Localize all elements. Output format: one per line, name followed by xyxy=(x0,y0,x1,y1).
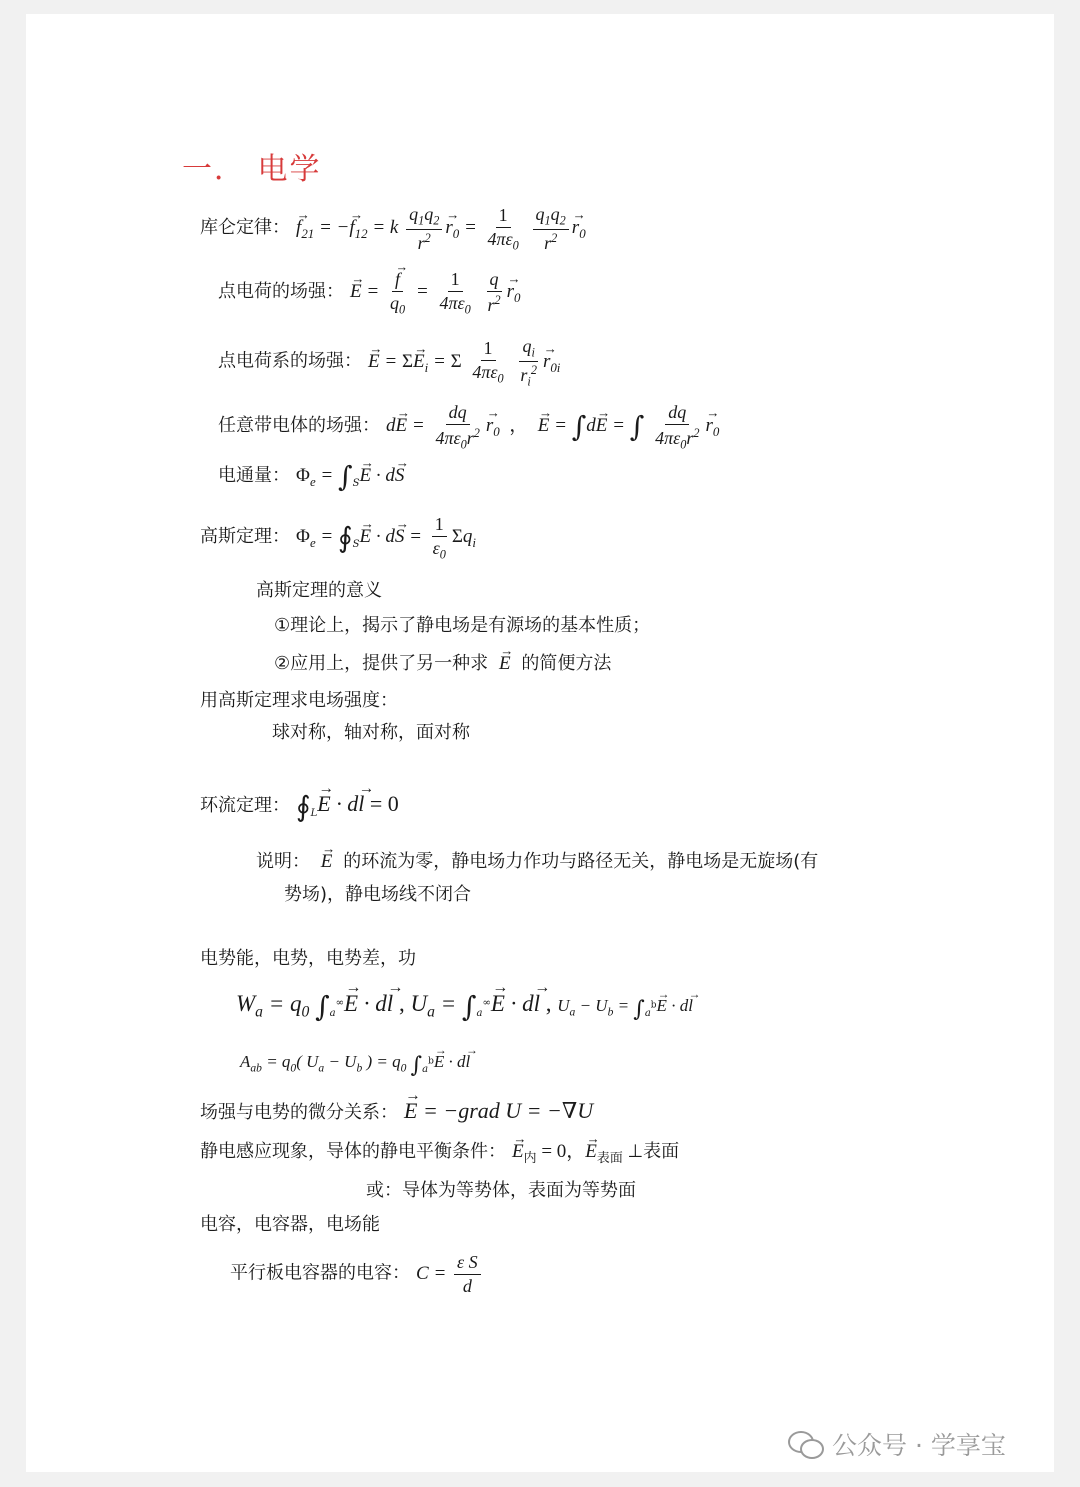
circulation-theorem xyxy=(200,790,399,824)
arbitrary-field-label: 任意带电体的场强： xyxy=(218,415,380,437)
gauss-label: 高斯定理： xyxy=(200,526,290,548)
potential-difference-formula: $U_a - U_b = \int a^b\to E \cdot d\to l$ xyxy=(557,996,693,1015)
point-charge-field xyxy=(218,269,520,316)
system-field-label: 点电荷系的场强： xyxy=(218,350,362,372)
induction-alternative: 或：导体为等势体，表面为等势面 xyxy=(366,1180,636,1201)
flux-formula: $\Phi_e = \int S\to E \cdot d\to S$ xyxy=(296,465,404,486)
potential-formulas xyxy=(236,990,693,1024)
gauss-meaning-item2 xyxy=(274,652,611,676)
circulation-note-text: 的环流为零，静电场力作功与路径无关，静电场是无旋场(有 xyxy=(343,851,819,872)
point-field-label: 点电荷的场强： xyxy=(218,281,344,303)
electric-flux xyxy=(218,460,404,494)
perpendicular-surface: ⊥表面 xyxy=(627,1141,680,1162)
flux-label: 电通量： xyxy=(218,465,290,486)
gauss-meaning-heading: 高斯定理的意义 xyxy=(256,580,382,601)
induction-label: 静电感应现象，导体的静电平衡条件： xyxy=(200,1141,506,1162)
watermark-text: 公众号 · 学享宝 xyxy=(832,1431,1006,1460)
gauss-item2-suffix: 的简便方法 xyxy=(521,653,612,674)
gauss-item2-prefix: ②应用上，提供了另一种求 xyxy=(274,653,489,674)
circulation-note-vector: → E xyxy=(316,851,337,872)
gauss-apply-heading: 用高斯定理求电场强度： xyxy=(200,690,398,711)
section-title: 一． 电学 xyxy=(182,152,322,187)
induction-formula: → $E_内 = 0$，→ $E_{表面}$ xyxy=(512,1141,627,1162)
parallel-plate-capacitance xyxy=(230,1252,484,1296)
work-formula-math: $A_{ab} = q_0$( $U_a - U_b$ ) = $q_0$ $\int a^b\to E \cdot d\to l$ xyxy=(240,1052,470,1071)
induction-condition xyxy=(200,1140,679,1166)
field-vector-symbol: → E xyxy=(494,653,515,674)
coulomb-label: 库仑定律： xyxy=(200,217,290,239)
inner-subscript: 内 xyxy=(523,1150,537,1166)
wechat-icon xyxy=(788,1429,822,1459)
gradient-formula: → E = −grad U = −∇U xyxy=(404,1098,593,1123)
circulation-note-line2: 势场)，静电场线不闭合 xyxy=(284,884,472,905)
circulation-label: 环流定理： xyxy=(200,795,290,816)
arbitrary-body-field xyxy=(218,402,719,451)
potential-heading: 电势能，电势，电势差，功 xyxy=(200,948,416,969)
watermark xyxy=(788,1426,1006,1462)
arbitrary-field-formula: d→ E = $\frac{dq}{4\pi\varepsilon_0r^2}$ → $r_0$ ， → E = ∫d→ E = ∫ $\frac{dq}{4\pi\varepsilon_0r^2}$ → $r_0$ xyxy=(386,415,719,436)
gauss-law xyxy=(200,514,476,561)
potential-energy-formula: $W_a = q_0$ ∫a∞→ E · d→ l , $U_a = \int a^\infty\to E \cdot d\to l$ , xyxy=(236,991,557,1016)
document-page xyxy=(26,14,1054,1472)
gauss-meaning-item1: ①理论上，揭示了静电场是有源场的基本性质； xyxy=(274,615,651,636)
gradient-label: 场强与电势的微分关系： xyxy=(200,1102,398,1123)
system-field-formula: → $E = \Sigma\to E_i = \Sigma$ $\frac{1}{4\pi\varepsilon_0}$ $\frac{q_i}{r_i^2}$ → $r_{0i}$ xyxy=(368,351,560,372)
capacitance-formula: C = $\frac{\text{ε S}}{d}$ xyxy=(416,1263,484,1284)
circulation-note-line1 xyxy=(256,850,818,874)
circulation-note-prefix: 说明： xyxy=(256,851,310,872)
charge-system-field xyxy=(218,336,560,388)
gauss-apply-text: 球对称，轴对称，面对称 xyxy=(272,722,470,743)
gradient-relation xyxy=(200,1098,593,1124)
point-field-formula: → E = → $\frac{f}{q_0}$ = $\frac{1}{4\pi\varepsilon_0}$ $\frac{q}{r^2}$ → $r_0$ xyxy=(350,281,520,302)
work-formula xyxy=(240,1050,470,1079)
surface-subscript: 表面 xyxy=(596,1150,623,1166)
capacitance-heading: 电容，电容器，电场能 xyxy=(200,1214,380,1235)
coulomb-formula: → $f_{21}$ = −→ $f_{12} = k$ $\frac{q_1q_2}{r^2}$ → $r_0$ = $\frac{1}{4\pi\varepsilon_0}$ $\frac{q_1q_2}{r^2}$ → $r_0$ xyxy=(296,217,586,238)
circulation-formula: ∮L→ E · d→ l = 0 xyxy=(296,791,399,816)
coulomb-law xyxy=(200,204,586,253)
parallel-capacitance-label: 平行板电容器的电容： xyxy=(230,1262,410,1284)
gauss-formula: $\Phi_e$ = ∮S→ E · d→ S = $\frac{1}{\varepsilon_0}$ $\Sigma q_i$ xyxy=(296,526,476,547)
